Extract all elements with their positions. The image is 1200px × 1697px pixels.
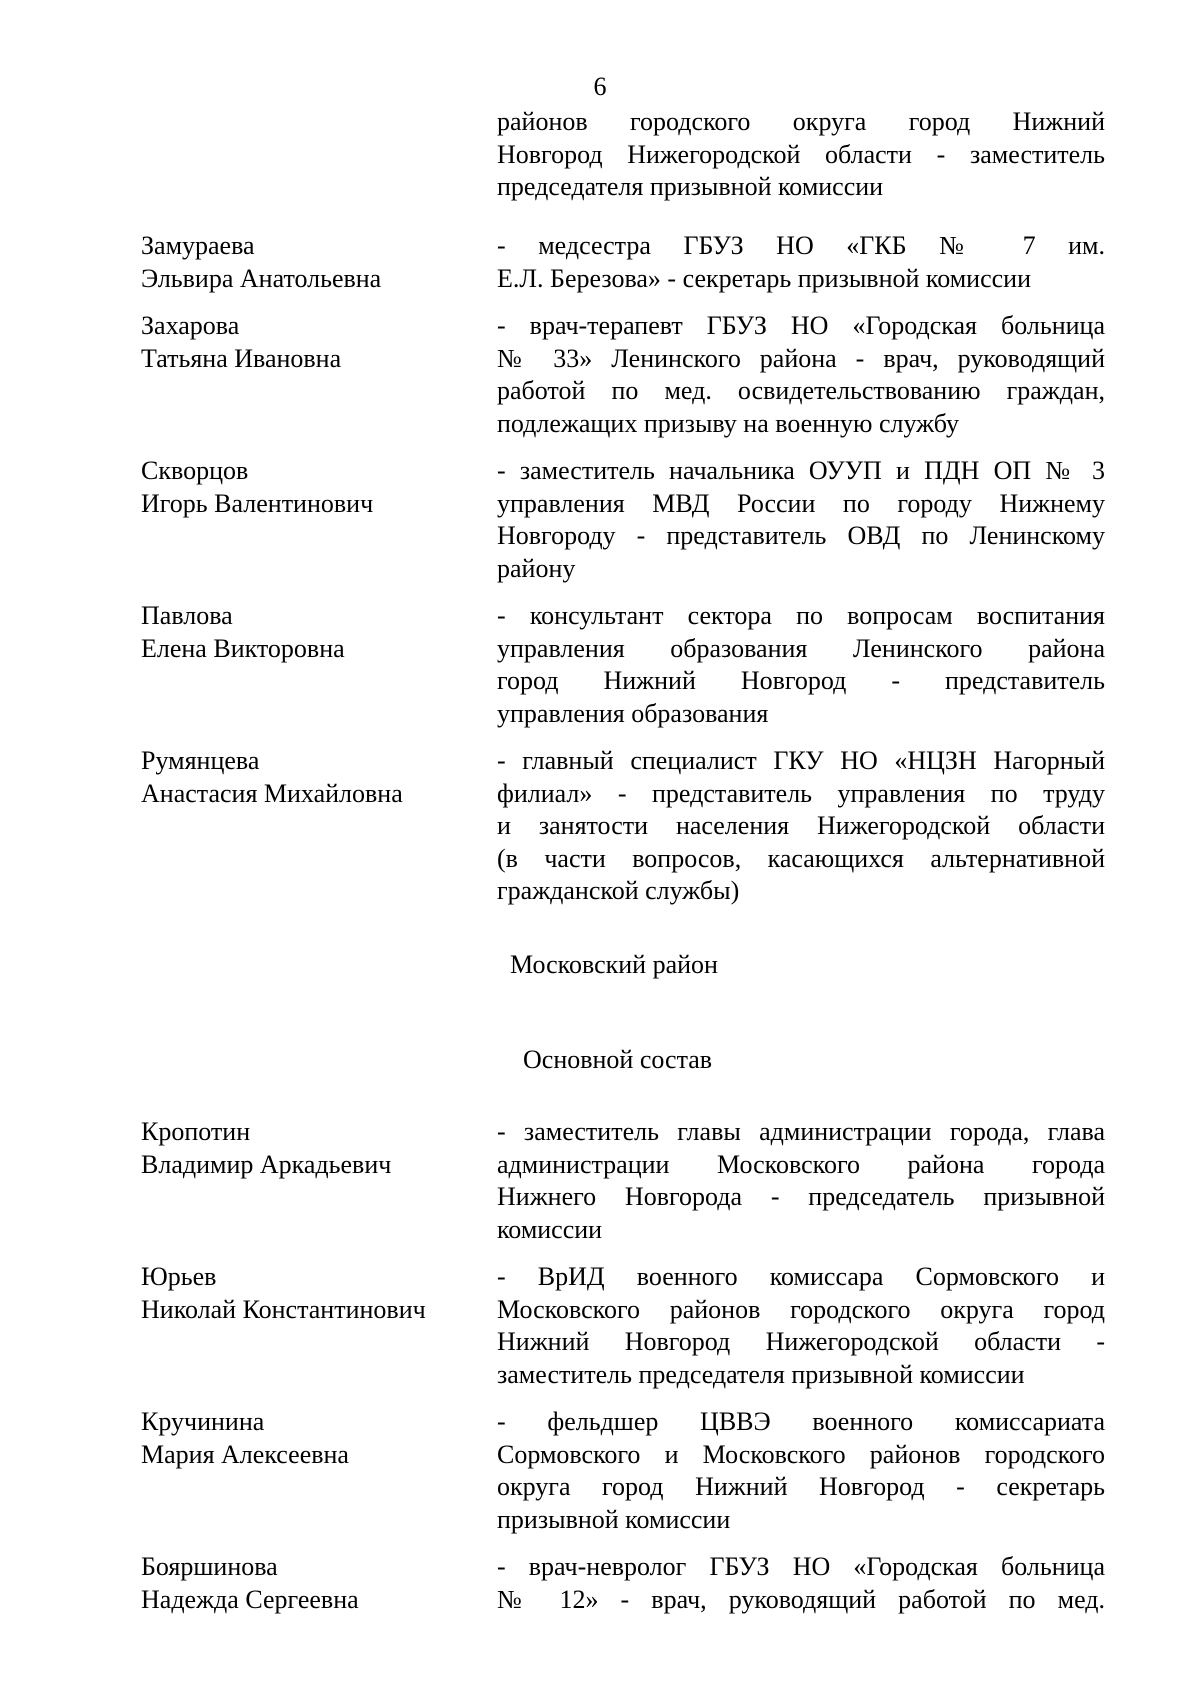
member-description [497, 1261, 1105, 1391]
description-line: - главный специалист ГКУ НО «НЦЗН Нагорный [497, 746, 1105, 775]
description-line: - ВрИД военного комиссара Сормовского и [497, 1262, 1105, 1291]
description-line: и занятости населения Нижегородской области [497, 811, 1105, 840]
member-description [497, 745, 1105, 908]
member-surname: Кручинина [141, 1407, 265, 1436]
page-number: 6 [593, 72, 607, 101]
description-line: комиссии [497, 1214, 603, 1244]
description-line: управления МВД России по городу Нижнему [497, 488, 1105, 518]
description-line: № 12» - врач, руководящий работой по мед. [497, 1584, 1105, 1614]
description-line: - фельдшер ЦВВЭ военного комиссариата [497, 1407, 1105, 1436]
member-surname: Скворцов [141, 456, 249, 485]
member-surname: Павлова [141, 601, 233, 630]
description-line: управления образования [497, 698, 769, 728]
description-line: Нижний Новгород Нижегородской области - [497, 1327, 1105, 1356]
member-name [141, 310, 481, 375]
member-given-names: Надежда Сергеевна [141, 1584, 359, 1614]
description-line: филиал» - представитель управления по труду [497, 778, 1105, 808]
description-line: - заместитель главы администрации города, глава [497, 1117, 1105, 1146]
member-surname: Юрьев [141, 1262, 217, 1291]
description-line: Московского районов городского округа город [497, 1294, 1105, 1324]
description-line: - заместитель начальника ОУУП и ПДН ОП № 3 [497, 456, 1105, 485]
member-surname: Кропотин [141, 1117, 251, 1146]
description-line: председателя призывной комиссии [497, 172, 884, 201]
member-description [497, 310, 1105, 440]
description-line: заместитель председателя призывной комиссии [497, 1359, 1025, 1389]
description-line: - медсестра ГБУЗ НО «ГКБ № 7 им. [497, 231, 1105, 260]
member-name [141, 1116, 481, 1181]
description-line: Новгороду - представитель ОВД по Ленинскому [497, 521, 1105, 550]
description-line: Нижнего Новгорода - председатель призывной [497, 1182, 1105, 1211]
description-line: управления образования Ленинского района [497, 633, 1105, 663]
member-description [497, 230, 1105, 295]
member-description [497, 1116, 1105, 1246]
description-line: - консультант сектора по вопросам воспитания [497, 601, 1105, 630]
member-given-names: Мария Алексеевна [141, 1439, 349, 1469]
description-line: гражданской службы) [497, 876, 740, 905]
member-name [141, 1406, 481, 1471]
member-surname: Захарова [141, 311, 240, 340]
description-line: - врач-невролог ГБУЗ НО «Городская больница [497, 1552, 1105, 1581]
member-name [141, 230, 481, 295]
member-name [141, 455, 481, 520]
description-line: работой по мед. освидетельствованию граждан, [497, 376, 1105, 405]
member-surname: Замураева [141, 231, 255, 260]
member-name [141, 1551, 481, 1616]
description-line: Сормовского и Московского районов городского [497, 1439, 1105, 1469]
member-given-names: Елена Викторовна [141, 633, 345, 663]
description-line: подлежащих призыву на военную службу [497, 408, 959, 438]
description-line: округа город Нижний Новгород - секретарь [497, 1472, 1105, 1501]
description-line: району [497, 553, 576, 583]
member-description [497, 455, 1105, 585]
member-description [497, 1406, 1105, 1536]
continued-description [497, 106, 1105, 204]
description-line: Е.Л. Березова» - секретарь призывной комиссии [497, 263, 1032, 293]
description-line: - врач-терапевт ГБУЗ НО «Городская больница [497, 311, 1105, 340]
member-name [141, 745, 481, 810]
description-line: № 33» Ленинского района - врач, руководящий [497, 343, 1105, 373]
member-given-names: Анастасия Михайловна [141, 778, 403, 808]
description-line: город Нижний Новгород - представитель [497, 666, 1105, 695]
member-name [141, 1261, 481, 1326]
member-given-names: Татьяна Ивановна [141, 343, 342, 373]
member-surname: Румянцева [141, 746, 260, 775]
description-line: призывной комиссии [497, 1504, 731, 1534]
description-line: (в части вопросов, касающихся альтернативной [497, 843, 1105, 873]
member-given-names: Игорь Валентинович [141, 488, 374, 518]
district-heading: Московский район [510, 950, 718, 979]
member-description [497, 1551, 1105, 1616]
member-given-names: Николай Константинович [141, 1294, 426, 1324]
description-line: Новгород Нижегородской области - заместитель [497, 139, 1105, 169]
composition-heading: Основной состав [523, 1045, 713, 1074]
member-given-names: Владимир Аркадьевич [141, 1149, 392, 1179]
member-surname: Бояршинова [141, 1552, 278, 1581]
member-name [141, 600, 481, 665]
member-given-names: Эльвира Анатольевна [141, 263, 382, 293]
member-description [497, 600, 1105, 730]
description-line: администрации Московского района города [497, 1149, 1105, 1179]
description-line: районов городского округа город Нижний [497, 107, 1105, 136]
